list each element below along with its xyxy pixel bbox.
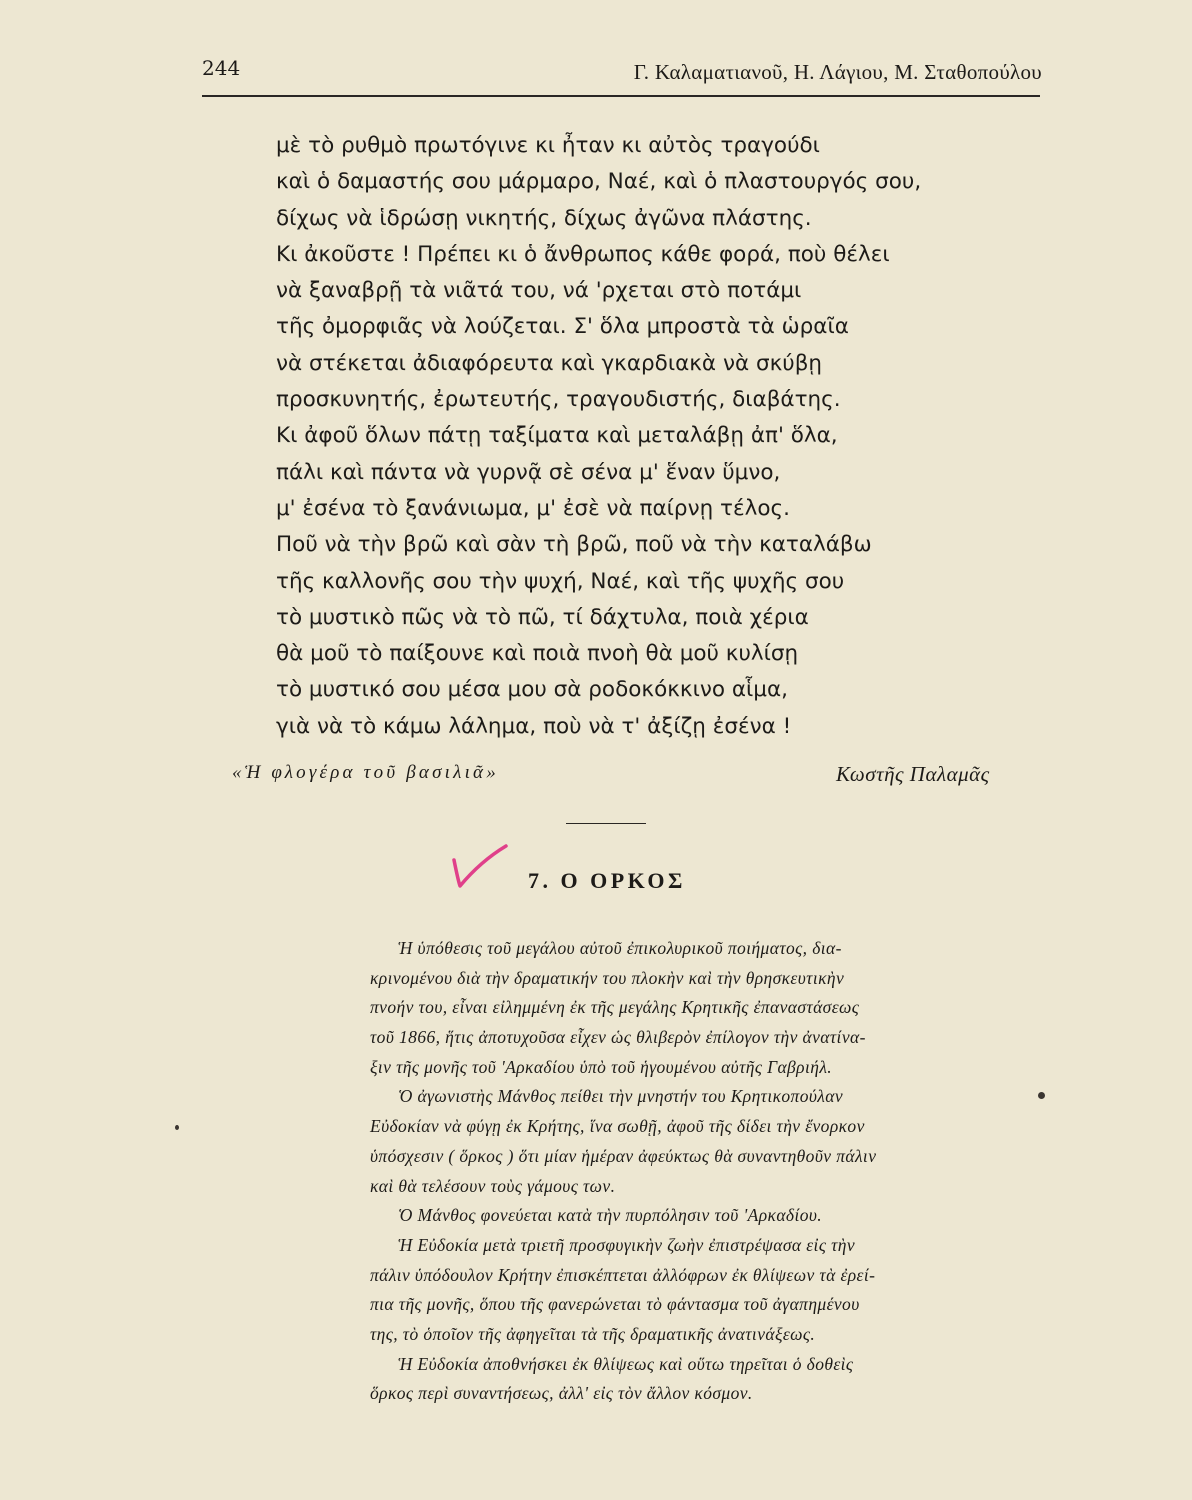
poem-line: νὰ στέκεται ἀδιαφόρευτα καὶ γκαρδιακὰ νὰ σκύβῃ bbox=[276, 350, 823, 376]
page-number: 244 bbox=[202, 56, 241, 80]
section-summary bbox=[370, 934, 1042, 1409]
summary-line: κρινομένου διὰ τὴν δραματικήν του πλοκὴν καὶ τὴν θρησκευτικὴν bbox=[370, 967, 845, 988]
poem-line: Κι ἀφοῦ ὅλων πάτῃ ταξίματα καὶ μεταλάβῃ ἀπ' ὅλα, bbox=[276, 423, 838, 449]
ink-speck bbox=[1038, 1092, 1045, 1099]
summary-line: καὶ θὰ τελέσουν τοὺς γάμους των. bbox=[370, 1175, 616, 1196]
poem-line: μ' ἐσένα τὸ ξανάνιωμα, μ' ἐσὲ νὰ παίρνῃ τέλος. bbox=[276, 495, 790, 521]
poem-line: τῆς ὀμορφιᾶς νὰ λούζεται. Σ' ὅλα μπροστὰ τὰ ὡραῖα bbox=[276, 314, 849, 340]
poem-line: καὶ ὁ δαμαστής σου μάρμαρο, Ναέ, καὶ ὁ πλαστουργός σου, bbox=[276, 169, 922, 195]
poem-line: γιὰ νὰ τὸ κάμω λάλημα, ποὺ νὰ τ' ἀξίζῃ ἐσένα ! bbox=[276, 713, 792, 739]
summary-line: Ἡ ὑπόθεσις τοῦ μεγάλου αὐτοῦ ἐπικολυρικοῦ ποιήματος, δια- bbox=[398, 938, 842, 958]
summary-line: πάλιν ὑπόδουλον Κρήτην ἐπισκέπτεται ἀλλόφρων ἐκ θλίψεων τὰ ἐρεί- bbox=[370, 1264, 876, 1285]
poem-line: τὸ μυστικὸ πῶς νὰ τὸ πῶ, τί δάχτυλα, ποιὰ χέρια bbox=[276, 604, 809, 630]
summary-line: πια τῆς μονῆς, ὅπου τῆς φανερώνεται τὸ φάντασμα τοῦ ἀγαπημένου bbox=[370, 1294, 860, 1315]
poem-source-title: «Ἡ φλογέρα τοῦ βασιλιᾶ» bbox=[232, 762, 499, 783]
poem-line: Κι ἀκοῦστε ! Πρέπει κι ὁ ἄνθρωπος κάθε φορά, ποὺ θέλει bbox=[276, 241, 890, 267]
section-separator bbox=[566, 823, 646, 824]
header-rule bbox=[202, 95, 1040, 97]
poem-line: μὲ τὸ ρυθμὸ πρωτόγινε κι ἦταν κι αὐτὸς τραγούδι bbox=[276, 133, 820, 158]
poem-line: τῆς καλλονῆς σου τὴν ψυχή, Ναέ, καὶ τῆς ψυχῆς σου bbox=[276, 568, 845, 594]
poem-line: προσκυνητής, ἐρωτευτής, τραγουδιστής, διαβάτης. bbox=[276, 387, 841, 413]
summary-line: ὅρκος περὶ συναντήσεως, ἀλλ' εἰς τὸν ἄλλον κόσμον. bbox=[370, 1383, 753, 1404]
summary-line: πνοήν του, εἶναι εἰλημμένη ἐκ τῆς μεγάλης Κρητικῆς ἐπαναστάσεως bbox=[370, 997, 860, 1018]
poem-line: Ποῦ νὰ τὴν βρῶ καὶ σὰν τὴ βρῶ, ποῦ νὰ τὴν καταλάβω bbox=[276, 532, 872, 558]
summary-line: Ἡ Εὐδοκία μετὰ τριετῆ προσφυγικὴν ζωὴν ἐπιστρέψασα εἰς τὴν bbox=[398, 1234, 856, 1255]
poem-line: πάλι καὶ πάντα νὰ γυρνᾷ σὲ σένα μ' ἕναν ὕμνο, bbox=[276, 459, 781, 485]
poem-line: δίχως νὰ ἱδρώσῃ νικητής, δίχως ἀγῶνα πλάστης. bbox=[276, 205, 812, 231]
poem-line: θὰ μοῦ τὸ παίξουνε καὶ ποιὰ πνοὴ θὰ μοῦ κυλίσῃ bbox=[276, 641, 799, 667]
poem-line: νὰ ξαναβρῇ τὰ νιᾶτά του, νά 'ρχεται στὸ ποτάμι bbox=[276, 278, 802, 304]
running-header: Γ. Καλαματιανοῦ, Η. Λάγιου, Μ. Σταθοπούλου bbox=[633, 60, 1042, 84]
summary-line: Εὐδοκίαν νὰ φύγῃ ἐκ Κρήτης, ἵνα σωθῇ, ἀφοῦ τῆς δίδει τὴν ἔνορκον bbox=[370, 1116, 865, 1137]
summary-line: της, τὸ ὁποῖον τῆς ἀφηγεῖται τὰ τῆς δραματικῆς ἀνατινάξεως. bbox=[370, 1323, 816, 1344]
poem-line: τὸ μυστικό σου μέσα μου σὰ ροδοκόκκινο αἷμα, bbox=[276, 677, 788, 703]
section-heading: 7. Ο ΟΡΚΟΣ bbox=[528, 868, 686, 893]
summary-line: Ὁ ἀγωνιστὴς Μάνθος πείθει τὴν μνηστήν του Κρητικοπούλαν bbox=[398, 1086, 844, 1107]
summary-line: ξιν τῆς μονῆς τοῦ 'Αρκαδίου ὑπὸ τοῦ ἡγουμένου αὐτῆς Γαβριήλ. bbox=[370, 1056, 833, 1077]
summary-line: ὑπόσχεσιν ( ὅρκος ) ὅτι μίαν ἡμέραν ἀφεύκτως θὰ συναντηθοῦν πάλιν bbox=[370, 1145, 877, 1166]
summary-line: Ἡ Εὐδοκία ἀποθνήσκει ἐκ θλίψεως καὶ οὕτω τηρεῖται ὁ δοθεὶς bbox=[398, 1353, 854, 1374]
poem-author: Κωστῆς Παλαμᾶς bbox=[836, 762, 990, 786]
summary-line: τοῦ 1866, ἥτις ἀποτυχοῦσα εἶχεν ὡς θλιβερὸν ἐπίλογον τὴν ἀνατίνα- bbox=[370, 1027, 866, 1048]
ink-speck bbox=[175, 1125, 179, 1130]
check-mark-icon bbox=[450, 842, 510, 890]
poem-excerpt bbox=[276, 128, 1046, 745]
summary-line: Ὁ Μάνθος φονεύεται κατὰ τὴν πυρπόλησιν τοῦ 'Αρκαδίου. bbox=[398, 1205, 823, 1226]
